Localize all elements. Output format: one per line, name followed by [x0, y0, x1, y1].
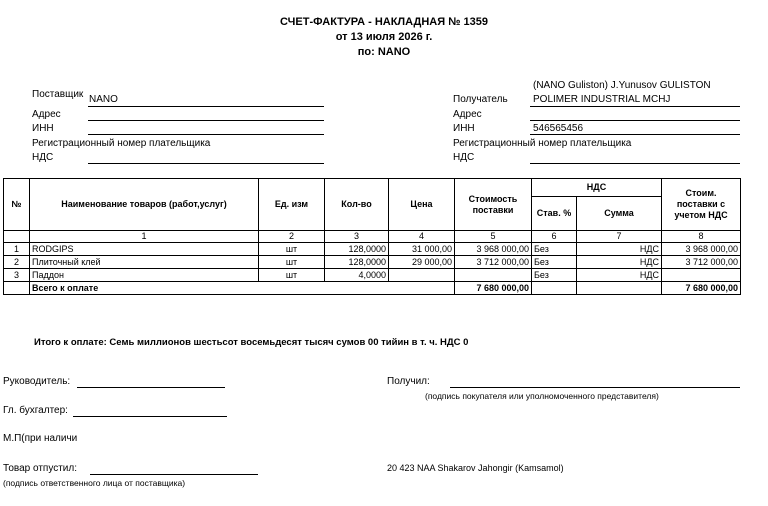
document-basis: по: NANO: [357, 46, 411, 58]
col-number: 1: [30, 231, 259, 243]
recipient-name-line1: (NANO Guliston) J.Yunusov GULISTON: [533, 80, 711, 91]
director-signature-line: [77, 387, 225, 388]
col-header-unit: Ед. изм: [259, 179, 325, 231]
row-unit: шт: [259, 243, 325, 256]
col-header-vat-rate: Став. %: [532, 197, 577, 231]
recipient-label: Получатель: [453, 94, 508, 105]
amount-in-words: Итого к оплате: Семь миллионов шестьсот восемьдесят тысяч сумов 00 тийин в т. ч. НДС 0: [34, 337, 469, 348]
row-vat-sum: НДС: [577, 243, 662, 256]
accountant-signature-line: [73, 416, 227, 417]
col-number: 7: [577, 231, 662, 243]
received-signature-line: [450, 387, 740, 388]
col-number: 2: [259, 231, 325, 243]
row-total: 3 968 000,00: [662, 243, 741, 256]
row-unit: шт: [259, 269, 325, 282]
row-vat-rate: Без: [532, 256, 577, 269]
col-header-price: Цена: [389, 179, 455, 231]
document-title: СЧЕТ-ФАКТУРА - НАКЛАДНАЯ № 1359: [280, 16, 488, 28]
row-qty: 4,0000: [325, 269, 389, 282]
supplier-inn-label: ИНН: [32, 123, 54, 134]
table-row: [4, 269, 741, 282]
recipient-vat-underline: [530, 163, 740, 164]
row-total: 3 712 000,00: [662, 256, 741, 269]
row-no: 3: [4, 269, 30, 282]
document-date: от 13 июля 2026 г.: [335, 31, 433, 43]
row-vat-sum: НДС: [577, 269, 662, 282]
total-sum: 7 680 000,00: [662, 282, 741, 295]
row-qty: 128,0000: [325, 243, 389, 256]
row-cost: 3 968 000,00: [455, 243, 532, 256]
total-row: [4, 282, 741, 295]
col-header-cost: Стоимость поставки: [455, 179, 532, 231]
recipient-underline: [530, 106, 740, 107]
row-total: [662, 269, 741, 282]
col-header-total: Стоим. поставки с учетом НДС: [662, 179, 741, 231]
supplier-value: NANO: [89, 94, 118, 105]
recipient-name-line2: POLIMER INDUSTRIAL MCHJ: [533, 94, 671, 105]
col-number: 6: [532, 231, 577, 243]
recipient-inn-label: ИНН: [453, 123, 475, 134]
supplier-address-label: Адрес: [32, 109, 61, 120]
stamp-label: М.П(при наличи: [3, 433, 78, 444]
row-price: 31 000,00: [389, 243, 455, 256]
row-unit: шт: [259, 256, 325, 269]
supplier-underline: [88, 106, 324, 107]
released-signature-line: [90, 474, 258, 475]
supplier-inn-underline: [88, 134, 324, 135]
recipient-inn-underline: [530, 134, 740, 135]
col-header-vat: НДС: [532, 179, 662, 197]
row-name: Паддон: [30, 269, 259, 282]
row-cost: 3 712 000,00: [455, 256, 532, 269]
row-no: 2: [4, 256, 30, 269]
supplier-label: Поставщик: [32, 89, 84, 100]
col-number: 8: [662, 231, 741, 243]
driver-info: 20 423 NAA Shakarov Jahongir (Kamsamol): [387, 463, 564, 473]
col-header-vat-sum: Сумма: [577, 197, 662, 231]
supplier-reg-label: Регистрационный номер плательщика: [32, 138, 211, 149]
recipient-address-label: Адрес: [453, 109, 482, 120]
col-number: 3: [325, 231, 389, 243]
row-no: 1: [4, 243, 30, 256]
col-header-name: Наименование товаров (работ,услуг): [30, 179, 259, 231]
released-label: Товар отпустил:: [3, 463, 77, 474]
row-price: 29 000,00: [389, 256, 455, 269]
invoice-table: [3, 178, 741, 295]
row-qty: 128,0000: [325, 256, 389, 269]
row-vat-rate: Без: [532, 269, 577, 282]
row-name: Плиточный клей: [30, 256, 259, 269]
total-cost: 7 680 000,00: [455, 282, 532, 295]
col-number: 5: [455, 231, 532, 243]
row-name: RODGIPS: [30, 243, 259, 256]
row-vat-rate: Без: [532, 243, 577, 256]
col-header-no: №: [4, 179, 30, 231]
supplier-address-underline: [88, 120, 324, 121]
accountant-label: Гл. бухгалтер:: [3, 405, 68, 416]
col-header-qty: Кол-во: [325, 179, 389, 231]
recipient-reg-label: Регистрационный номер плательщика: [453, 138, 632, 149]
recipient-vat-label: НДС: [453, 152, 475, 163]
supplier-vat-underline: [88, 163, 324, 164]
col-number: 4: [389, 231, 455, 243]
total-label: Всего к оплате: [30, 282, 455, 295]
received-caption: (подпись покупателя или уполномоченного представителя): [425, 391, 659, 401]
table-row: [4, 256, 741, 269]
received-label: Получил:: [387, 376, 430, 387]
director-label: Руководитель:: [3, 376, 71, 387]
row-vat-sum: НДС: [577, 256, 662, 269]
row-cost: [455, 269, 532, 282]
recipient-address-underline: [530, 120, 740, 121]
row-price: [389, 269, 455, 282]
table-row: [4, 243, 741, 256]
released-caption: (подпись ответственного лица от поставщика): [3, 478, 186, 488]
supplier-vat-label: НДС: [32, 152, 54, 163]
recipient-inn-value: 546565456: [533, 123, 584, 134]
